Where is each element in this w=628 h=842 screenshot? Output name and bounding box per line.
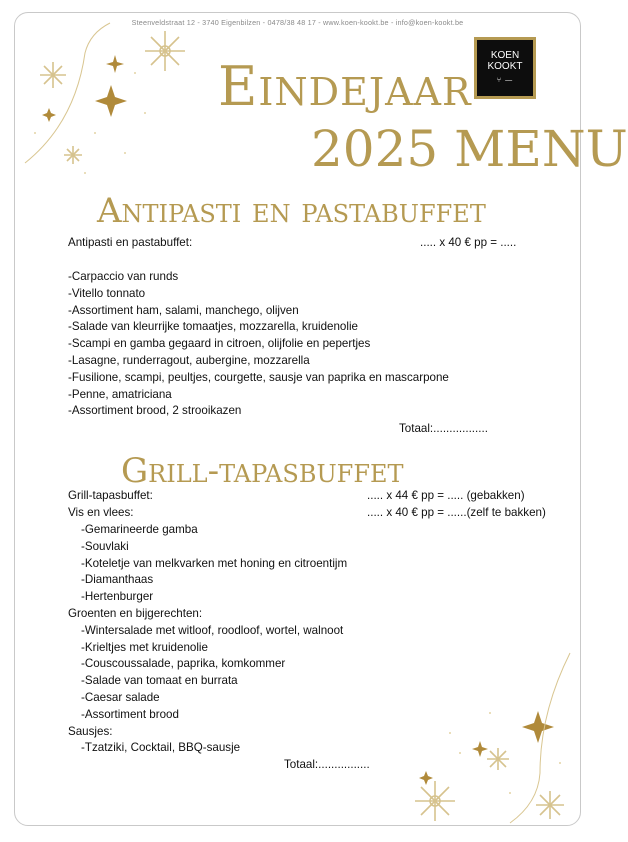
grill-order-label: Grill-tapasbuffet: [68, 489, 153, 502]
list-item: -Caesar salade [81, 690, 160, 704]
vis-vlees-price: ..... x 40 € pp = ......(zelf te bakken) [367, 506, 546, 519]
vis-vlees-label: Vis en vlees: [68, 506, 134, 519]
logo-line-2: KOOKT [487, 61, 523, 72]
antipasti-total: Totaal:................. [399, 422, 488, 435]
list-item: -Koteletje van melkvarken met honing en citroentijm [81, 556, 348, 570]
list-item: -Assortiment ham, salami, manchego, olijven [68, 303, 299, 317]
list-item: -Souvlaki [81, 539, 129, 553]
snowflake-decoration-bottom-right [390, 633, 580, 823]
title-2025-menu: 2025 MENU [311, 120, 628, 178]
sausjes-label: Sausjes: [68, 724, 113, 738]
section-heading-antipasti: Antipasti en pastabuffet [97, 191, 486, 231]
contact-header: Steenveldstraat 12 - 3740 Eigenbilzen - 0478/38 48 17 - www.koen-kookt.be - info@koen-kookt.be [131, 18, 464, 27]
grill-item-list [68, 522, 347, 757]
list-item: -Penne, amatriciana [68, 387, 172, 401]
koen-kookt-logo [474, 37, 536, 99]
list-item: -Lasagne, runderragout, aubergine, mozzarella [68, 353, 310, 367]
list-item: -Diamanthaas [81, 573, 154, 587]
section-heading-grill: Grill-tapasbuffet [121, 451, 404, 491]
antipasti-order-price: ..... x 40 € pp = ..... [420, 236, 517, 249]
title-eindejaar: Eindejaar [218, 55, 472, 118]
logo-line-1: KOEN [490, 50, 520, 61]
antipasti-order-label: Antipasti en pastabuffet: [68, 236, 193, 249]
list-item: -Salade van tomaat en burrata [81, 674, 238, 688]
list-item: -Vitello tonnato [68, 286, 146, 300]
list-item: -Salade van kleurrijke tomaatjes, mozzarella, kruidenolie [68, 320, 358, 334]
list-item: -Assortiment brood [81, 707, 179, 721]
list-item: -Fusilione, scampi, peultjes, courgette, sausje van paprika en mascarpone [68, 370, 449, 384]
list-item: -Wintersalade met witloof, roodloof, wortel, walnoot [81, 623, 344, 637]
cutlery-icon: ⑂ — [496, 77, 514, 84]
list-item: -Tzatziki, Cocktail, BBQ-sausje [81, 741, 241, 755]
grill-order-price: ..... x 44 € pp = ..... (gebakken) [367, 489, 525, 502]
list-item: -Carpaccio van runds [68, 270, 179, 283]
grill-total: Totaal:................ [284, 758, 370, 771]
snowflake-decoration-top-left [15, 13, 205, 203]
list-item: -Scampi en gamba gegaard in citroen, olijfolie en pepertjes [68, 337, 371, 351]
list-item: -Assortiment brood, 2 strooikazen [68, 404, 242, 418]
menu-page [14, 12, 628, 826]
list-item: -Gemarineerde gamba [81, 523, 198, 536]
groenten-label: Groenten en bijgerechten: [68, 606, 203, 620]
antipasti-item-list [68, 269, 449, 420]
list-item: -Hertenburger [81, 590, 154, 604]
list-item: -Couscoussalade, paprika, komkommer [81, 657, 286, 671]
list-item: -Krieltjes met kruidenolie [81, 640, 208, 654]
